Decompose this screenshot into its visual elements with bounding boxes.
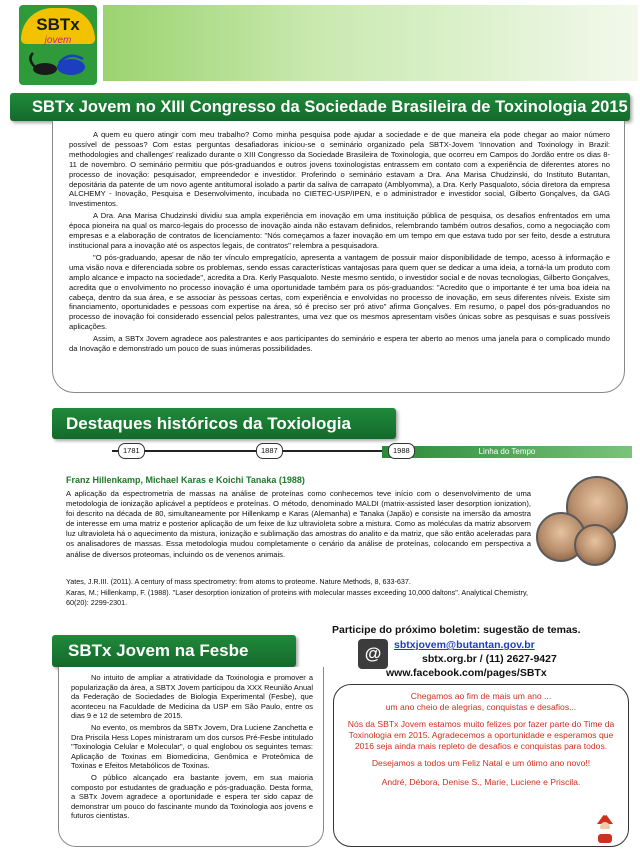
fesbe-article (58, 667, 324, 847)
header-band (103, 5, 638, 81)
greeting-line: Nós da SBTx Jovem estamos muito felizes por fazer parte do Time da Toxinologia em 2015. Agradecemos a oportunidade e esperamos que 2016 seja ainda mais repleto de desafios e conquistas para todos. (347, 719, 615, 751)
article-paragraph: A Dra. Ana Marisa Chudzinski dividiu sua ampla experiência em inovação em uma instituição pública de pesquisa, os desafios enfrentados em uma época pioneira na qual os marco-legais do processo de inovação ainda não estavam definidos, relembrando também outros desafios, como a negociação com empresas e a elaboração de contratos de licenciamento: "Nós começamos a fazer inovação em um tempo em que estava tudo por ser feito, desde a estrutura institucional para a inovação até os aspectos legais, de contratos" relembra a pesquisadora. (69, 211, 610, 250)
logo-scorpion-icon (25, 49, 91, 81)
fesbe-section-title: SBTx Jovem na Fesbe (52, 635, 296, 667)
email-at-icon: @ (358, 639, 388, 669)
sbtx-jovem-logo (19, 5, 97, 85)
logo-brand: SBTx (36, 15, 80, 34)
greeting-line: um ano cheio de alegrias, conquistas e desafios... (385, 702, 577, 712)
congress-article (52, 121, 625, 393)
main-title: SBTx Jovem no XIII Congresso da Sociedade Brasileira de Toxinologia 2015 (10, 93, 630, 121)
timeline (112, 442, 632, 460)
article-paragraph: No intuito de ampliar a atratividade da Toxinologia e promover a popularização da área, a SBTX Jovem participou da XXX Reunião Anual da Federação de Sociedades de Biologia Experimental (Fesbe), que aconteceu na Faculdade de Medicina da USP em São Paulo, entre os dias 9 e 12 de setembro de 2015. (71, 673, 313, 721)
article-paragraph: O público alcançado era bastante jovem, em sua maioria composto por estudantes de graduação e pós-graduação. Desta forma, a SBTx Jovem agradece a oportunidade e espera ter sido capaz de demonstrar um pouco do fascinante mundo da Toxinologia aos jovens e futuros cientistas. (71, 772, 313, 821)
contact-heading: Participe do próximo boletim: sugestão de temas. (332, 624, 581, 636)
history-text: A aplicação da espectrometria de massas na análise de proteínas como conhecemos teve início com o desenvolvimento de uma metodologia de ionização aplicável a peptídeos e proteínas. O método, denominado MALDI (matrix-assisted laser desorption ionization), foi descrito na década de 80, simultaneamente por Hillenkamp e Karas (Alemanha) e Tanaka (Japão) e consiste na imersão da amostra de interesse em uma matriz e posterior aplicação de um feixe de luz ultravioleta sobre a mistura. Como as moléculas da matriz absorvem luz ultravioleta há o aquecimento da mistura, ionização e sublimação das amostras do analito e da matriz, que são então aceleradas para os analisadores de massas. Essa metodologia mudou completamente o cenário da análise de proteínas, colocando em perspectiva a análise de diversos proteomas, incluindo os de venenos animais. (66, 489, 531, 559)
greeting-signature: André, Débora, Denise S., Marie, Luciene e Priscila. (381, 777, 581, 787)
history-reference: Karas, M.; Hillenkamp, F. (1988). "Laser desorption ionization of proteins with molecular masses exceeding 10,000 daltons". Analytical Chemistry, 60(20): 2299-2301. (66, 588, 528, 607)
timeline-year: 1988 (388, 443, 415, 459)
article-paragraph: "O pós-graduando, apesar de não ter vínculo empregatício, apresenta a vantagem de possuir maior disponibilidade de tempo, acesso à informação e uma visão nova e diferenciada sobre os problemas, sendo essas características vantajosas para quem quer se dedicar a uma ideia, a torná-la um produto com amplo alcance e impacto na sociedade", acredita a Dra. Kerly Pasqualoto. Neste mesmo sentido, o investidor social e de novas tecnologias, Gilberto Gonçalves, acredita que o envolvimento no processo inovação é uma oportunidade também para os pós-graduandos: "Acredito que o importante é ter uma boa ideia na cabeça, dentro da sua área, e se associar às pessoas certas, com experiência e envolvidas no processo de inovação, em seus diferentes níveis. Existe sim financiamento, oportunidades e pessoas com expertise na área, só é preciso ser pró ativo" afirma Gonçalves. Em resumo, o papel dos pós-graduandos no processo de inovação foi considerado essencial pelos palestrantes, uma vez que os mesmos apresentam visões únicas sobre as pesquisas e suas possíveis aplicações. (69, 252, 610, 332)
history-heading: Franz Hillenkamp, Michael Karas e Koichi Tanaka (1988) (66, 475, 305, 485)
article-paragraph: No evento, os membros da SBTx Jovem, Dra Luciene Zanchetta e Dra Priscila Hess Lopes ministraram um dos cursos Pré-Fesbe intitulado "Toxinologia Celular e Molecular", o qual englobou os seguintes temas: Aplicação de Toxinas em Biomedicina, Genômica e Proteômica de Toxinas e Efeitos Metabólicos de Toxinas. (71, 722, 313, 771)
article-paragraph: Assim, a SBTx Jovem agradece aos palestrantes e aos participantes do seminário e espera ter aberto ao menos uma janela para o complicado mundo da Inovação e demonstrado um pouco de suas inúmeras possibilidades. (69, 334, 610, 354)
contact-facebook-link[interactable]: www.facebook.com/pages/SBTx (386, 667, 547, 679)
logo-subtitle: jovem (44, 35, 72, 46)
santa-icon (592, 812, 618, 844)
greeting-line: Desejamos a todos um Feliz Natal e um ótimo ano novo!! (371, 758, 591, 768)
contact-phone: sbtx.org.br / (11) 2627-9427 (422, 653, 557, 665)
timeline-label: Linha do Tempo (382, 446, 632, 458)
timeline-year: 1781 (118, 443, 145, 459)
history-reference: Yates, J.R.III. (2011). A century of mass spectrometry: from atoms to proteome. Nature Methods, 8, 633-637. (66, 577, 411, 586)
greeting-line: Chegamos ao fim de mais um ano ... (410, 691, 552, 701)
portrait-photo (574, 524, 616, 566)
greeting-box (333, 684, 629, 847)
contact-email-link[interactable]: sbtxjovem@butantan.gov.br (394, 639, 535, 651)
history-section-title: Destaques históricos da Toxiologia (52, 408, 396, 439)
timeline-year: 1887 (256, 443, 283, 459)
article-paragraph: A quem eu quero atingir com meu trabalho? Como minha pesquisa pode ajudar a sociedade e de que maneira ela pode chegar ao maior número possível de pessoas? Com estas perguntas desafiadoras iniciou-se o seminário organizado pela SBTX-Jovem 'Innovation and Toxinology in Brazil: methodologies and challenges' realizado durante o XIII Congresso da Sociedade Brasileira de Toxinologia, que ocorreu em Campos do Jordão entre os dias 8-11 de novembro. O seminário permitiu que pós-graduandos e outros jovens toxinologistas entrassem em contato com a experiência de diferentes atores no processo de inovação: pesquisador, empreendedor e investidor. Proferindo o seminário estavam a Dra. Ana Marisa Chudzinski, do Instituto Butantan, depositária da patente de um novo agente antitumoral isolado a partir da saliva de carrapato (Amblyomma), a Dra. Kerly Pasqualoto, sócia diretora da empresa ALCHEMY - Inovação, Pesquisa e Desenvolvimento, incubada no CIETEC-USP/IPEN, e o administrador e investidor social, Gilberto Gonçalves, da GAG Investimentos. (69, 130, 610, 209)
